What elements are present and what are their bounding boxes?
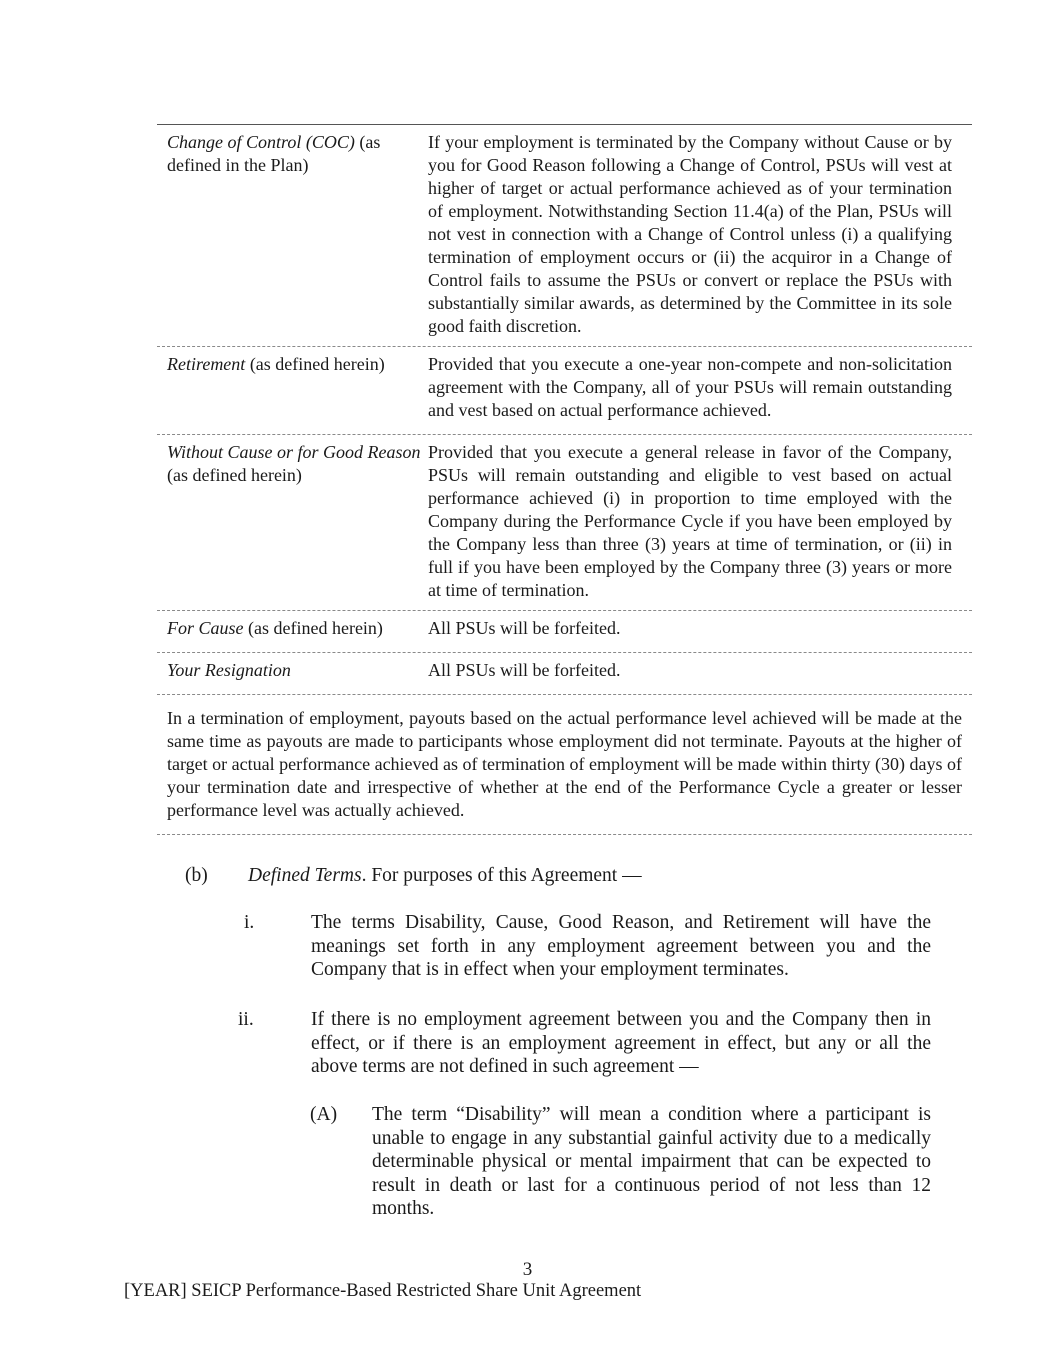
sub-list-item-marker: (A)	[310, 1104, 338, 1125]
row-label-term: Retirement	[167, 354, 246, 374]
row-label-qualifier: (as defined herein)	[245, 354, 385, 374]
row-label	[157, 659, 428, 682]
row-label	[157, 617, 428, 640]
list-item-text: If there is no employment agreement between you and the Company then in effect, or if there is an employment agreement in effect, but any or all the above terms are not defined in such agreement —	[311, 1009, 931, 1077]
footer-document-title: [YEAR] SEICP Performance-Based Restricted Share Unit Agreement	[124, 1281, 642, 1301]
row-label-qualifier: (as defined in the Plan)	[167, 132, 381, 175]
row-label-term: Your Resignation	[167, 660, 291, 680]
row-label-qualifier: (as defined herein)	[167, 465, 302, 485]
row-label-term: For Cause	[167, 618, 244, 638]
section-b-heading	[185, 864, 945, 888]
row-label	[157, 353, 428, 422]
row-label-term: Change of Control (COC)	[167, 132, 355, 152]
list-item-marker: i.	[244, 912, 255, 933]
row-label	[157, 441, 428, 602]
list-item-marker: ii.	[238, 1009, 254, 1030]
table-row	[157, 611, 972, 653]
row-description: If your employment is terminated by the Company without Cause or by you for Good Reason following a Change of Control, PSUs will vest at higher of target or actual performance achieved as of your termination of employment. Notwithstanding Section 11.4(a) of the Plan, PSUs will not vest in connection with a Change of Control unless (i) a qualifying termination of employment occurs or (ii) the acquiror in a Change of Control fails to assume the PSUs or convert or replace the PSUs with substantially similar awards, as determined by the Committee in its sole good faith discretion.	[428, 132, 952, 336]
sub-list-item	[310, 1103, 931, 1221]
table-row	[157, 435, 972, 611]
termination-table	[157, 124, 972, 835]
row-description: Provided that you execute a one-year non-compete and non-solicitation agreement with the Company, all of your PSUs will remain outstanding and vest based on actual performance achieved.	[428, 354, 952, 420]
row-description: All PSUs will be forfeited.	[428, 618, 621, 638]
row-label	[157, 131, 428, 338]
section-title: Defined Terms	[248, 865, 362, 886]
section-intro: . For purposes of this Agreement —	[361, 865, 642, 886]
table-row	[157, 653, 972, 695]
row-label-qualifier: (as defined herein)	[243, 618, 383, 638]
list-item-text: The terms Disability, Cause, Good Reason, and Retirement will have the meanings set forth in any employment agreement between you and the Company that is in effect when your employment terminates.	[311, 912, 931, 980]
row-description: Provided that you execute a general release in favor of the Company, PSUs will remain outstanding and eligible to vest based on actual performance achieved (i) in proportion to time employed with the Company during the Performance Cycle if you have been employed by the Company less than three (3) years at time of termination, or (ii) in full if you have been employed by the Company three (3) years or more at time of termination.	[428, 442, 952, 600]
row-description: All PSUs will be forfeited.	[428, 660, 621, 680]
table-summary-row: In a termination of employment, payouts based on the actual performance level achieved will be made at the same time as payouts are made to participants whose employment did not terminate. Payouts at the higher of target or actual performance achieved as of termination of employment will be made within thirty (30) days of your termination date and irrespective of whether at the end of the Performance Cycle a greater or lesser performance level was actually achieved.	[157, 695, 972, 835]
row-label-term: Without Cause or for Good Reason	[167, 442, 421, 462]
sub-list-item-text: The term “Disability” will mean a condition where a participant is unable to engage in any substantial gainful activity due to a medically determinable physical or mental impairment that can be expected to result in death or last for a continuous period of not less than 12 months.	[372, 1104, 931, 1219]
table-row	[157, 125, 972, 347]
section-marker: (b)	[185, 865, 208, 886]
page-number: 3	[522, 1259, 533, 1280]
table-row	[157, 347, 972, 435]
list-item	[238, 1008, 931, 1079]
list-item	[244, 911, 931, 982]
